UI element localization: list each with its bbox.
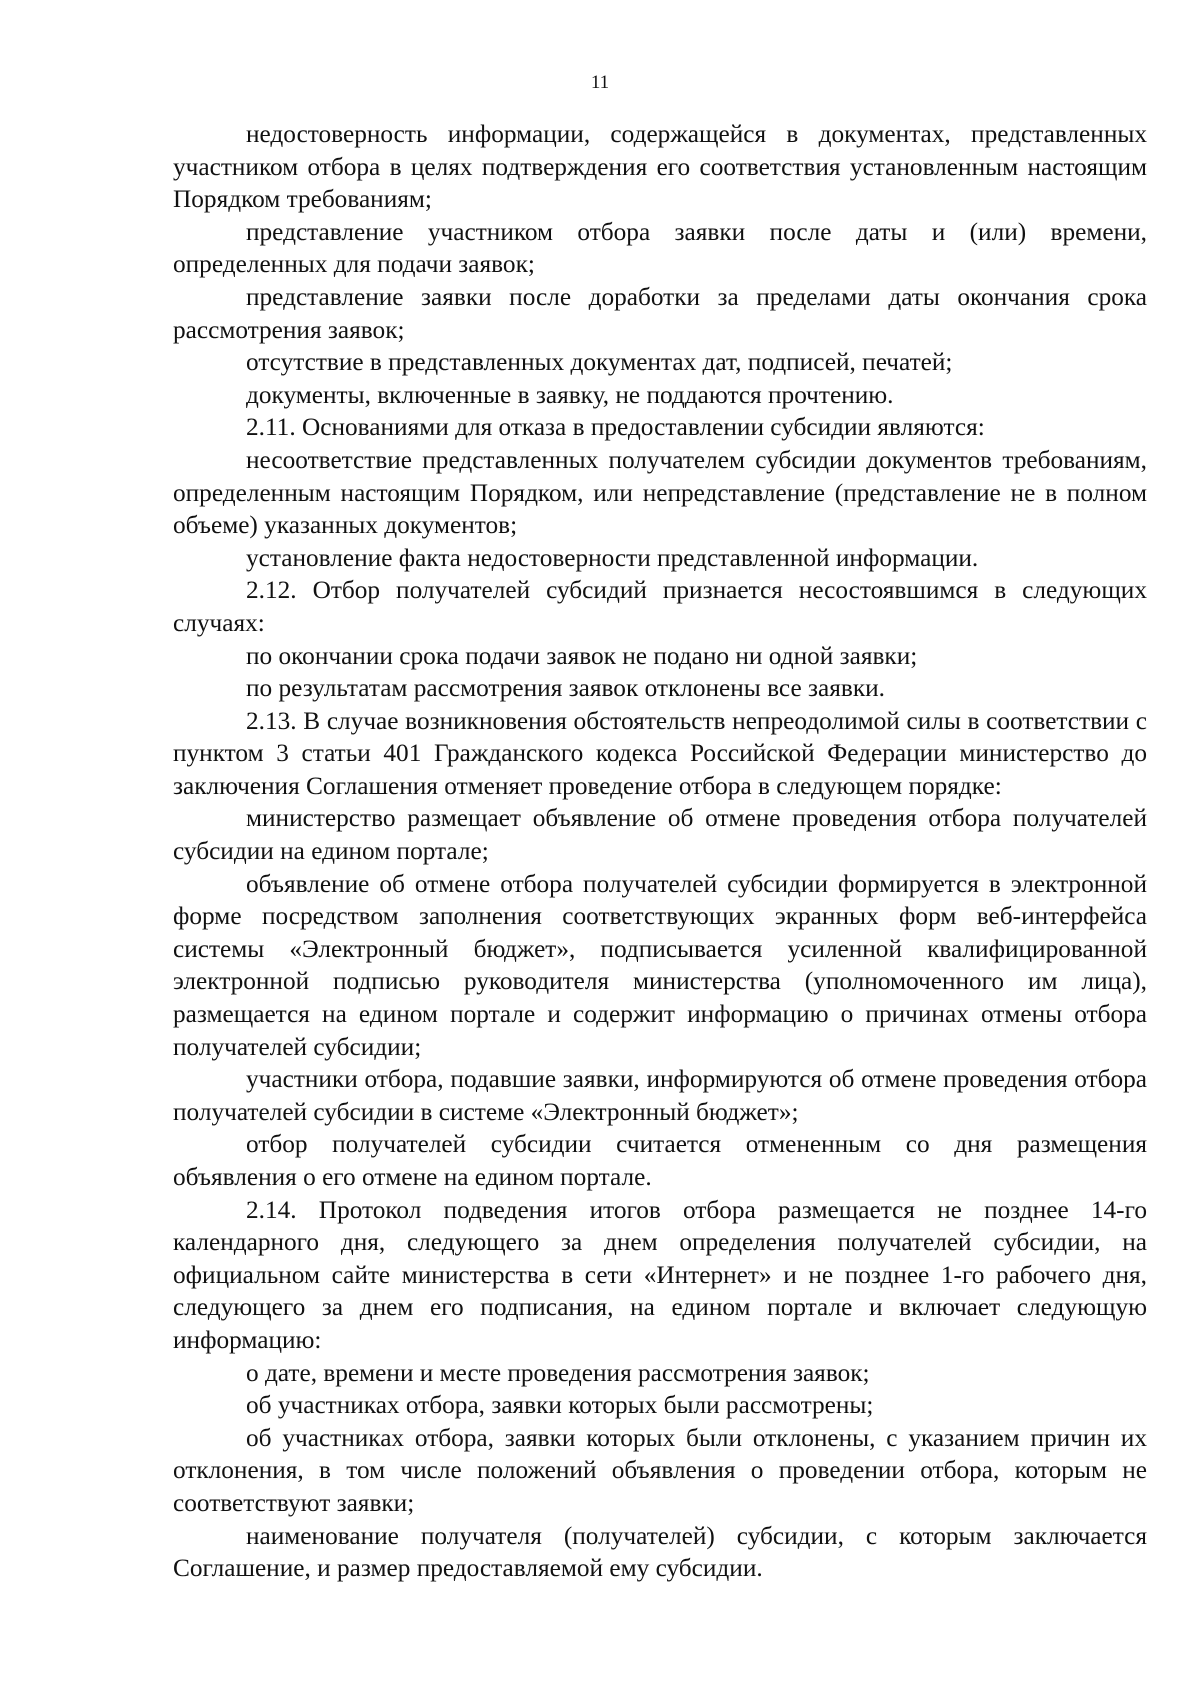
paragraph: объявление об отмене отбора получателей субсидии формируется в электронной форме посредством заполнения соответствующих экранных форм веб-интерфейса системы «Электронный бюджет», подписывается усиленной квалифицированной электронной подписью руководителя министерства (уполномоченного им лица), размещается на едином портале и содержит информацию о причинах отмены отбора получателей субсидии; (173, 869, 1147, 1061)
paragraph: представление участником отбора заявки после даты и (или) времени, определенных для подачи заявок; (173, 217, 1147, 279)
paragraph: по результатам рассмотрения заявок отклонены все заявки. (246, 674, 885, 703)
section-2-11-heading: 2.11. Основаниями для отказа в предоставлении субсидии являются: (246, 413, 985, 442)
paragraph: недостоверность информации, содержащейся в документах, представленных участником отбора в целях подтверждения его соответствия установленным настоящим Порядком требованиям; (173, 120, 1147, 214)
paragraph: несоответствие представленных получателем субсидии документов требованиям, определенным настоящим Порядком, или непредставление (представление не в полном объеме) указанных документов; (173, 445, 1147, 540)
paragraph: о дате, времени и месте проведения рассмотрения заявок; (246, 1358, 870, 1387)
paragraph: представление заявки после доработки за пределами даты окончания срока рассмотрения заявок; (173, 282, 1147, 344)
paragraph: министерство размещает объявление об отмене проведения отбора получателей субсидии на едином портале; (173, 804, 1147, 866)
paragraph: по окончании срока подачи заявок не подано ни одной заявки; (246, 641, 918, 670)
page-number: 11 (590, 72, 610, 93)
paragraph: отсутствие в представленных документах дат, подписей, печатей; (246, 348, 953, 377)
paragraph: об участниках отбора, заявки которых были рассмотрены; (246, 1391, 874, 1420)
paragraph: об участниках отбора, заявки которых были отклонены, с указанием причин их отклонения, в том числе положений объявления о проведении отбора, которым не соответствуют заявки; (173, 1423, 1147, 1517)
section-2-14-heading: 2.14. Протокол подведения итогов отбора размещается не позднее 14-го календарного дня, следующего за днем определения получателей субсидии, на официальном сайте министерства в сети «Интернет» и не позднее 1-го рабочего дня, следующего за днем его подписания, на едином портале и включает следующую информацию: (173, 1195, 1147, 1354)
section-2-12-heading: 2.12. Отбор получателей субсидий признается несостоявшимся в следующих случаях: (173, 576, 1147, 637)
section-2-13-heading: 2.13. В случае возникновения обстоятельств непреодолимой силы в соответствии с пунктом 3 статьи 401 Гражданского кодекса Российской Федерации министерство до заключения Соглашения отменяет проведение отбора в следующем порядке: (173, 706, 1147, 800)
paragraph: отбор получателей субсидии считается отмененным со дня размещения объявления о его отмене на едином портале. (173, 1130, 1147, 1191)
document-body (173, 118, 1147, 1585)
paragraph: участники отбора, подавшие заявки, информируются об отмене проведения отбора получателей субсидии в системе «Электронный бюджет»; (173, 1065, 1147, 1126)
paragraph: установление факта недостоверности представленной информации. (246, 543, 979, 572)
paragraph: наименование получателя (получателей) субсидии, с которым заключается Соглашение, и размер предоставляемой ему субсидии. (173, 1521, 1147, 1583)
paragraph: документы, включенные в заявку, не поддаются прочтению. (246, 380, 894, 409)
